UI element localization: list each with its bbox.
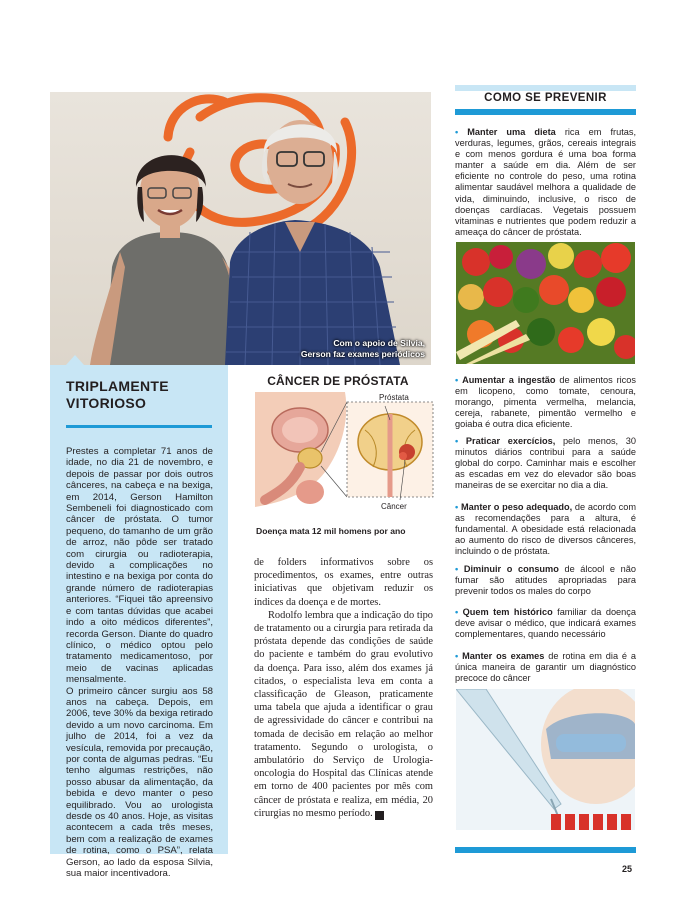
couple-photo: [50, 92, 431, 365]
tip-text: de rotina em dia é a única maneira de garantir um diagnóstico precoce do câncer: [455, 651, 637, 684]
prevention-tip: [455, 127, 636, 238]
photo-caption: [301, 338, 425, 359]
vegetables-illustration: [456, 242, 635, 364]
feature-title-rule: [66, 425, 212, 428]
tip-text: de acordo com as recomendações para a altura, é fundamental. A obesidade está relacionada ao aumento do risco de diversos cânceres, incluindo o de próstata.: [455, 502, 637, 557]
feature-paragraph: Prestes a completar 71 anos de idade, no dia 21 de novembro, e depois de passar por dois outros cânceres, na cabeça e na bexiga, em 2014, Gerson Hamilton Sembeneli foi diagnosticado com câncer de próstata. O tumor pequeno, do tamanho de um grão de arroz, não pôde ser tratado com cirurgia ou radioterapia, devido a complicações no intestino e na bexiga por conta do grande número de radioterapias anteriores. “Fiquei tão apreensivo e com tantas dúvidas que acabei indo a oito médicos diferentes”, recorda Gerson. Diante do quadro clínico, o médico optou pelo tratamento medicamentoso, por meio de vacinas aplicadas mensalmente.: [66, 446, 213, 686]
page-number: 25: [622, 864, 633, 874]
prevention-tip: [455, 607, 636, 640]
vegetables-photo: [456, 242, 635, 364]
lab-illustration: [456, 689, 635, 830]
man-figure: [225, 120, 400, 365]
diagram-label-cancer: Câncer: [381, 502, 407, 511]
tip-lead: Praticar exercícios,: [465, 436, 556, 446]
lab-test-photo: [456, 689, 635, 830]
feature-paragraph: O primeiro câncer surgiu aos 58 anos na cabeça. Depois, em 2006, teve 30% da bexiga retirado devido a um novo carcinoma. Em julho de 2014, foi a vez da vesícula, removida por precaução, por conta de algumas pedras. “Eu tenho algumas restrições, não posso abusar da alimentação, da bebida e devo manter o peso equilibrado. Vou ao urologista desde os 40 anos. Hoje, as visitas acontecem a cada três meses, bem com a realização de exames de rotina, como o PSA”, relata Gerson, ao lado da esposa Silvia, sua maior incentivadora.: [66, 685, 213, 880]
couple-illustration: [50, 92, 431, 365]
diagram-title: CÂNCER DE PRÓSTATA: [267, 374, 409, 388]
prostate-anatomy-illustration: [255, 392, 436, 512]
tip-lead: Aumentar a ingestão: [462, 375, 556, 385]
prevention-tip: [455, 436, 636, 491]
feature-title-line2: VITORIOSO: [66, 395, 147, 411]
bullet-icon: •: [455, 436, 459, 446]
prevention-heading-bar: [455, 109, 636, 115]
bullet-icon: •: [455, 375, 459, 385]
prevention-tip: [455, 375, 636, 430]
tip-text: de alimentos ricos em licopeno, como tomate, cenoura, morango, pimenta vermelha, melancia, cereja, rabanete, pimentão vermelho e goiaba é outra dica eficiente.: [455, 375, 636, 430]
tip-text: rica em frutas, verduras, legumes, grãos, cereais integrais e com menos gordura é uma boa forma manter a saúde em dia. Além de ser eficiente no controle do peso, uma rotina alimentar saudável melhora a qualidade de vida, diminuindo, inclusive, o risco de doenças cardíacas. Vegetais possuem vitaminas e nutrientes que podem reduzir a ameaça do câncer de próstata.: [455, 127, 636, 237]
prevention-top-bar: [455, 85, 636, 91]
prevention-tip: [455, 502, 636, 557]
diagram-label-prostate: Próstata: [379, 393, 409, 402]
prostate-diagram: [255, 392, 436, 512]
tip-text: familiar da doença deve avisar o médico, que indicará exames complementares, quando necessário: [455, 607, 636, 640]
bullet-icon: •: [455, 502, 459, 512]
feature-body: [66, 446, 213, 879]
prevention-bottom-bar: [455, 847, 636, 853]
tip-lead: Quem tem histórico: [462, 607, 553, 617]
bullet-icon: •: [455, 127, 459, 137]
tip-text: pelo menos, 30 minutos diários contribui para a saúde global do corpo. Caminhar mais e escolher as escadas em vez do elevador são boas maneiras de se exercitar no dia a dia.: [455, 436, 636, 491]
prevention-tip: [455, 564, 636, 597]
prevention-tip: [455, 651, 636, 684]
article-paragraph: de folders informativos sobre os procedimentos, os exames, entre outras iniciativas que objetivam reduzir os índices da doença e de mortes.: [254, 557, 433, 608]
article-body: [254, 556, 433, 820]
end-of-article-mark: r: [375, 811, 384, 820]
diagram-caption: Doença mata 12 mil homens por ano: [256, 526, 406, 536]
photo-caption-line1: Com o apoio de Silvia,: [333, 338, 425, 348]
bullet-icon: •: [455, 607, 459, 617]
photo-pointer-triangle: [66, 355, 84, 365]
bullet-icon: •: [455, 651, 459, 661]
prevention-heading: COMO SE PREVENIR: [484, 92, 607, 104]
article-paragraph-text: Rodolfo lembra que a indicação do tipo de tratamento ou a cirurgia para retirada da próstata depende das condições de saúde do paciente e também do grau evolutivo da doença. Para isso, além dos exames já citados, o especialista leva em conta a classificação de Gleason, praticamente uma tabela que ajuda a identificar o grau de agressividade do câncer e contribui na tomada de decisão em relação ao melhor tratamento. Segundo o urologista, o ambulatório do Serviço de Urologia-oncologia do Hospital das Clínicas atende em torno de 400 pacientes por mês com câncer de próstata e realiza, em média, 20 cirurgias no mesmo período.: [254, 609, 433, 819]
feature-title: [66, 378, 216, 412]
woman-figure: [90, 155, 250, 365]
prevention-sidebar: [455, 85, 636, 855]
tip-lead: Manter uma dieta: [467, 127, 556, 137]
photo-caption-line2: Gerson faz exames periódicos: [300, 348, 425, 359]
tip-lead: Manter o peso adequado,: [460, 502, 573, 512]
feature-title-line1: TRIPLAMENTE: [66, 378, 169, 394]
bullet-icon: •: [455, 564, 459, 574]
tip-lead: Diminuir o consumo: [463, 564, 559, 574]
tip-lead: Manter os exames: [462, 651, 545, 661]
tip-text: de álcool e não fumar são atitudes apropriadas para prevenir todos os males do corpo: [455, 564, 636, 597]
article-paragraph: [254, 609, 433, 820]
